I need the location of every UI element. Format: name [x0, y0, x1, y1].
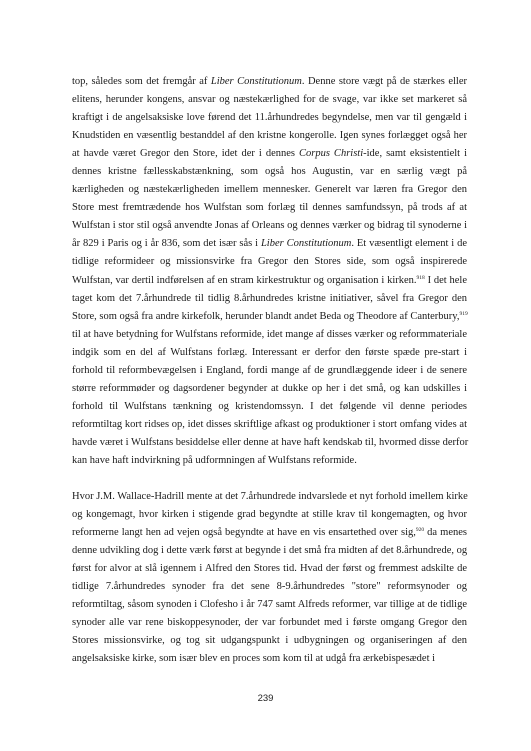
text-run: synoder alle var rene biskoppesynoder, der var forbundet med i første omgang Gregor den — [72, 617, 467, 629]
text-line — [72, 181, 467, 199]
footnote-ref: 919 — [459, 310, 468, 317]
text-line — [72, 272, 467, 290]
text-run: år 829 i Paris og i år 836, som det især sås i — [72, 238, 261, 250]
text-line — [72, 308, 467, 326]
text-run: havde været i Wulfstans besiddelse eller denne at have haft kendskab til, hvormed disse derfor — [72, 436, 469, 448]
text-line — [72, 217, 467, 235]
text-run: dennes kristne fællesskabstænkning, som også hos Augustin, var en særlig vægt på — [72, 166, 467, 178]
footnote-ref: 920 — [415, 527, 425, 534]
text-run: tidlige 7.århundredes synoder fra det sene 8-9.århundredes "store" reformsynoder og — [72, 581, 467, 593]
text-line — [72, 650, 467, 668]
text-run: og kongemagt, hvor kirken i stigende grad begyndte at stille krav til kongemagten, og hvor — [72, 509, 467, 521]
text-run: forhold til reformbevægelsen i England, fordi mange af de grundlæggende ideer i de senere — [72, 364, 467, 376]
text-line — [72, 614, 467, 632]
text-line — [72, 380, 467, 398]
paragraph-1 — [72, 73, 467, 470]
text-line — [72, 91, 467, 109]
text-line — [72, 632, 467, 650]
text-run: . Denne store vægt på de stærkes eller — [301, 76, 467, 87]
text-run: Wulfstan, var dertil indførelsen af en stram kirkestruktur og organisation i kirken. — [72, 274, 417, 286]
text-line — [72, 596, 467, 614]
text-run: Knudstiden en væsentlig bestanddel af den kristne kongerolle. Igen synes forlægget også her — [72, 130, 467, 142]
text-line — [72, 398, 467, 416]
text-line — [72, 235, 467, 253]
text-run: denne udvikling dog i dette værk først at begynde i det små fra midten af det 8.århundrede, og — [72, 545, 468, 557]
text-run: større reformmøder og dagsordener begynder at dukke op her i det små, og kan udskilles i — [72, 382, 467, 394]
paragraph-2 — [72, 488, 467, 668]
text-run: til at have betydning for Wulfstans reformide, idet mange af disses værker og reformmateriale — [72, 328, 467, 340]
text-line — [72, 542, 467, 560]
text-line — [72, 127, 467, 145]
text-run: Store, som også fra andre kirkefolk, herunder blandt andet Beda og Theodore af Canterbury, — [72, 310, 460, 322]
text-run: først for alvor at slå igennem i Alfred den Stores tid. Hvad der først og fremmest adskilte de — [72, 563, 467, 575]
text-line — [72, 253, 467, 271]
text-run: kraftigt i de angelsaksiske love førend det 11.århundredes begyndelse, men var til gengæld i — [72, 112, 467, 124]
text-line — [72, 199, 467, 217]
text-line — [72, 416, 467, 434]
text-run: kærligheden og næstekærligheden imellem mennesker. Generelt var læren fra Gregor den — [72, 184, 467, 196]
text-line — [72, 163, 467, 181]
text-run: angelsaksiske kirke, som især blev en proces som kom til at udgå fra ærkebispesædet i — [72, 653, 436, 665]
text-run: reformtiltag, såsom synoden i Clofesho i år 747 samt Alfreds reformer, var tillige at de tidlige — [72, 599, 467, 611]
text-line — [72, 344, 467, 362]
italic-title: Corpus Christi — [299, 148, 364, 160]
text-line — [72, 290, 467, 308]
text-line — [72, 326, 467, 344]
text-line — [72, 109, 467, 127]
text-run: Store mest fremtrædende hos Wulfstan som forlæg til dennes samfundssyn, på trods af at — [72, 202, 467, 214]
text-run: reformtiltag kort ridses op, idet disses skriftlige afkast og produktioner i stort omfang vides at — [72, 418, 467, 430]
text-run: Stores missionsvirke, og tog sit udgangspunkt i udbygningen og organiseringen af den — [72, 635, 467, 647]
text-run: Hvor J.M. Wallace-Hadrill mente at det 7.århundrede indvarslede et nyt forhold imellem kirke — [72, 491, 468, 503]
text-line — [72, 434, 467, 452]
text-line — [72, 452, 467, 470]
document-body — [72, 73, 467, 669]
italic-title: Liber Constitutionum — [260, 238, 352, 250]
text-run: taget kom det 7.århundrede til tidlig 8.århundredes kristne initiativer, såvel fra Gregor den — [72, 292, 467, 304]
text-line — [72, 506, 467, 524]
text-run: at havde været Gregor den Store, idet der i dennes — [72, 148, 299, 160]
text-line — [72, 488, 467, 506]
text-line — [72, 524, 467, 542]
text-run: elitens, herunder kongens, ansvar og næstekærlighed for de svage, var ikke set markeret så — [72, 94, 467, 106]
text-run: I det hele — [424, 274, 467, 286]
text-line — [72, 578, 467, 596]
text-run: tidlige reformideer og missionsvirke fra Gregor den Stores side, som også inspirerede — [72, 256, 467, 268]
italic-title: Liber Constitutionum — [210, 76, 302, 87]
text-line — [72, 560, 467, 578]
text-run: top, således som det fremgår af — [72, 76, 211, 87]
text-run: da menes — [424, 527, 467, 539]
text-line — [72, 145, 467, 163]
text-line — [72, 73, 467, 91]
text-run: forhold til Wulfstans tænkning og kristendomssyn. I det følgende vil denne periodes — [72, 400, 467, 412]
text-run: -ide, samt eksistentielt i — [363, 148, 468, 160]
text-run: reformerne langt hen ad vejen også begyndte at have en vis ensartethed over sig, — [72, 527, 416, 539]
footnote-ref: 918 — [416, 274, 425, 281]
page-number: 239 — [257, 693, 274, 704]
text-line — [72, 362, 467, 380]
text-run: kan have haft indvirkning på udformningen af Wulfstans reformide. — [72, 454, 357, 466]
text-run: Wulfstan i stor stil også anvendte Jonas af Orleans og dennes værker og bidrag til synoderne i — [72, 220, 467, 232]
text-run: . Et væsentligt element i de — [351, 238, 468, 250]
text-run: indgik som en del af Wulfstans forlæg. Interessant er derfor den første spæde pre-start i — [72, 346, 467, 358]
